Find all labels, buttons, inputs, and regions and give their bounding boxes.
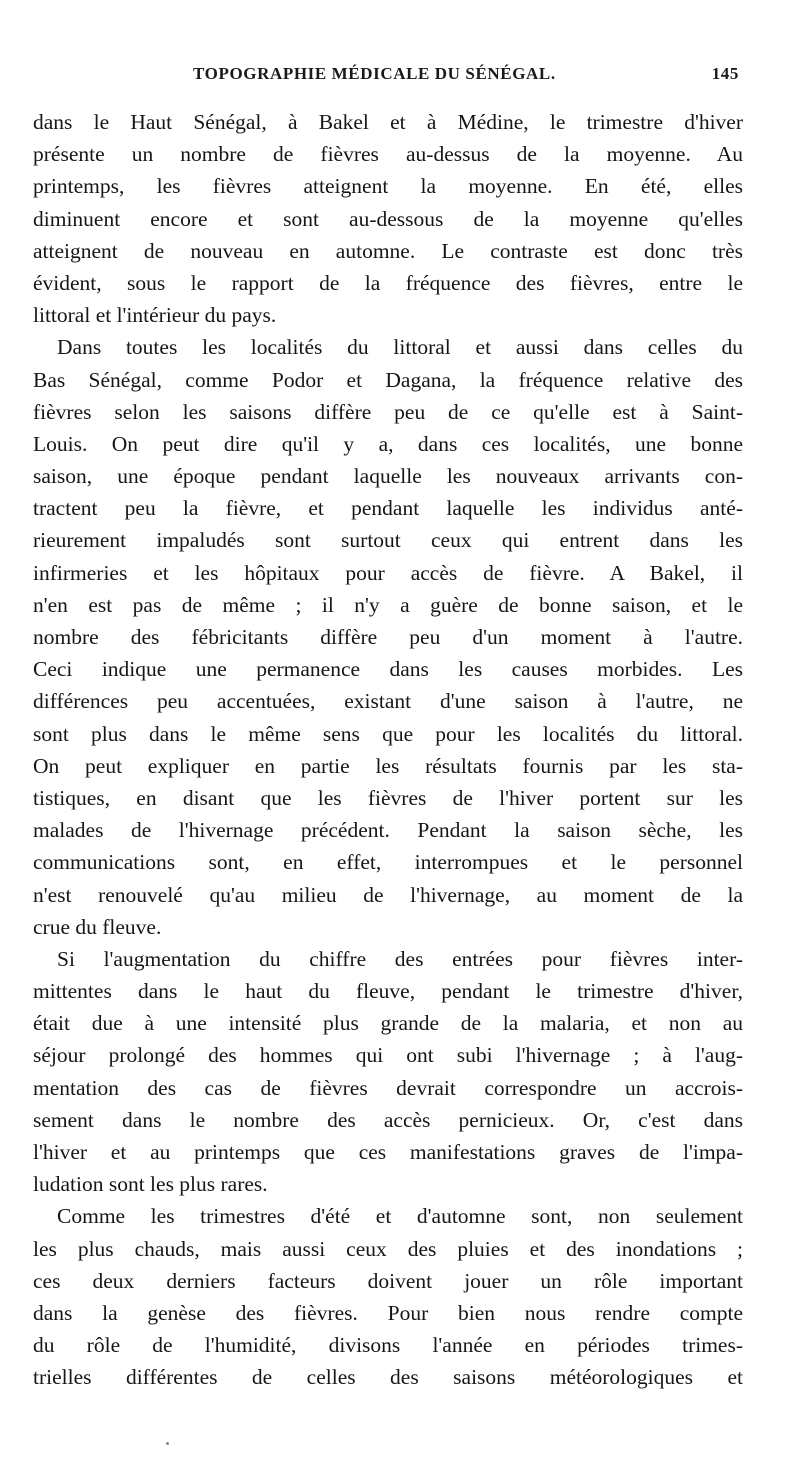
text-line: sement dans le nombre des accès pernicieux. Or, c'est dans — [33, 1107, 743, 1132]
page-number: 145 — [711, 64, 739, 83]
text-line: séjour prolongé des hommes qui ont subi l'hivernage ; à l'aug- — [33, 1043, 743, 1068]
text-line: dans le Haut Sénégal, à Bakel et à Médine, le trimestre d'hiver — [33, 110, 743, 134]
text-line: crue du fleuve. — [33, 914, 162, 939]
text-line: rieurement impaludés sont surtout ceux qui entrent dans les — [33, 528, 743, 553]
text-line: saison, une époque pendant laquelle les nouveaux arrivants con- — [33, 464, 743, 489]
text-line: Ceci indique une permanence dans les causes morbides. Les — [33, 657, 743, 682]
text-line: les plus chauds, mais aussi ceux des pluies et des inondations ; — [33, 1236, 743, 1261]
running-title: TOPOGRAPHIE MÉDICALE DU SÉNÉGAL. — [193, 64, 556, 83]
book-page — [33, 62, 743, 1394]
body-text — [33, 106, 743, 1394]
text-line: communications sont, en effet, interrompues et le personnel — [33, 850, 743, 875]
text-line: différences peu accentuées, existant d'une saison à l'autre, ne — [33, 689, 743, 714]
text-line: évident, sous le rapport de la fréquence des fièvres, entre le — [33, 270, 743, 295]
text-line: mentation des cas de fièvres devrait correspondre un accrois- — [33, 1075, 743, 1100]
text-line: sont plus dans le même sens que pour les localités du littoral. — [33, 721, 743, 746]
text-line: mittentes dans le haut du fleuve, pendant le trimestre d'hiver, — [33, 979, 743, 1004]
paragraph-start-line: Dans toutes les localités du littoral et aussi dans celles du — [57, 335, 743, 360]
ink-speck — [166, 1442, 169, 1445]
text-line: diminuent encore et sont au-dessous de la moyenne qu'elles — [33, 206, 743, 231]
text-line: Bas Sénégal, comme Podor et Dagana, la fréquence relative des — [33, 367, 743, 392]
text-line: dans la genèse des fièvres. Pour bien nous rendre compte — [33, 1300, 743, 1325]
text-line: malades de l'hivernage précédent. Pendant la saison sèche, les — [33, 818, 743, 843]
text-line: tistiques, en disant que les fièvres de l'hiver portent sur les — [33, 785, 743, 810]
text-line: atteignent de nouveau en automne. Le contraste est donc très — [33, 238, 743, 263]
text-line: infirmeries et les hôpitaux pour accès de fièvre. A Bakel, il — [33, 560, 743, 585]
text-line: nombre des fébricitants diffère peu d'un moment à l'autre. — [33, 625, 743, 649]
text-line: présente un nombre de fièvres au-dessus de la moyenne. Au — [33, 142, 743, 167]
paragraph-start-line: Comme les trimestres d'été et d'automne sont, non seulement — [57, 1204, 743, 1229]
paragraph-start-line: Si l'augmentation du chiffre des entrées pour fièvres inter- — [57, 946, 743, 971]
text-line: ludation sont les plus rares. — [33, 1172, 268, 1197]
text-line: Louis. On peut dire qu'il y a, dans ces localités, une bonne — [33, 431, 743, 456]
text-line: l'hiver et au printemps que ces manifestations graves de l'impa- — [33, 1140, 743, 1164]
text-line: fièvres selon les saisons diffère peu de ce qu'elle est à Saint- — [33, 399, 743, 424]
text-line: tractent peu la fièvre, et pendant laquelle les individus anté- — [33, 496, 743, 521]
running-head — [33, 62, 743, 88]
text-line: n'est renouvelé qu'au milieu de l'hivernage, au moment de la — [33, 882, 743, 907]
text-line: littoral et l'intérieur du pays. — [33, 303, 277, 328]
text-line: n'en est pas de même ; il n'y a guère de bonne saison, et le — [33, 592, 743, 617]
text-line: trielles différentes de celles des saisons météorologiques et — [33, 1365, 743, 1390]
text-line: était due à une intensité plus grande de la malaria, et non au — [33, 1011, 743, 1036]
text-line: ces deux derniers facteurs doivent jouer un rôle important — [33, 1268, 743, 1293]
text-line: On peut expliquer en partie les résultats fournis par les sta- — [33, 753, 743, 778]
text-line: du rôle de l'humidité, divisons l'année en périodes trimes- — [33, 1333, 743, 1358]
text-line: printemps, les fièvres atteignent la moyenne. En été, elles — [33, 174, 743, 199]
